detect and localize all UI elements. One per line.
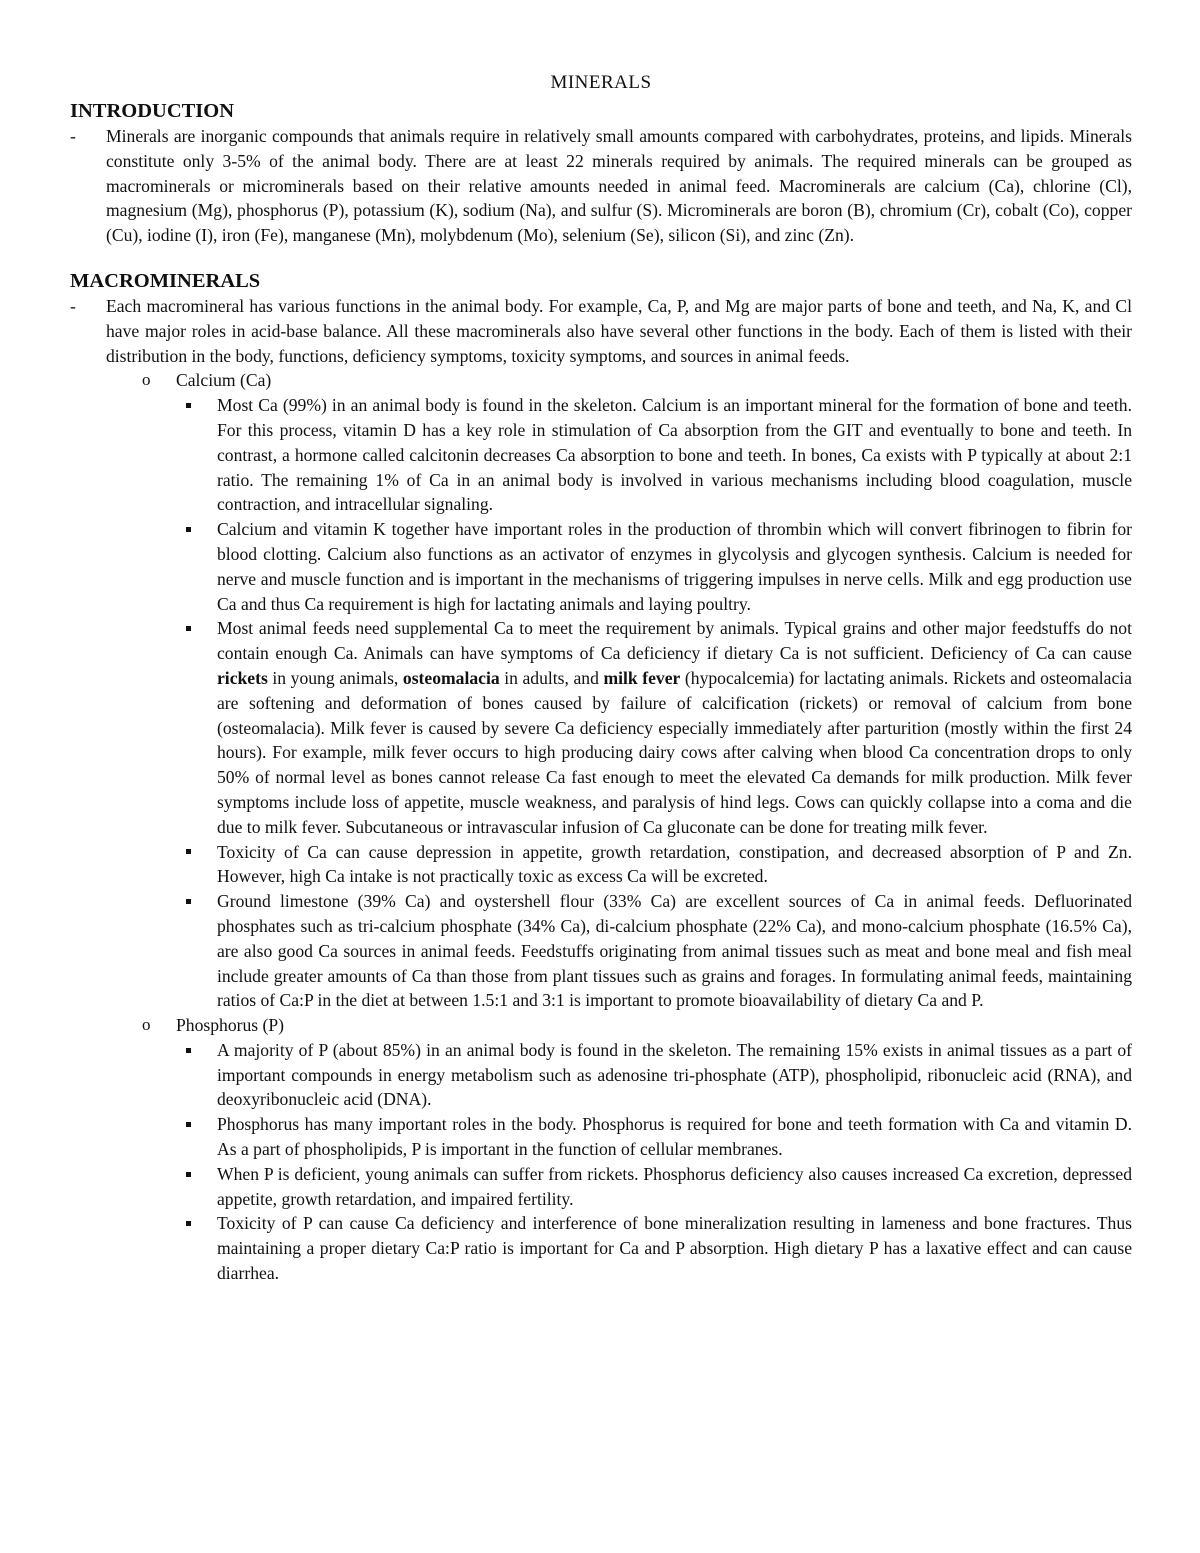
intro-paragraph: Minerals are inorganic compounds that animals require in relatively small amounts compared with carbohydrates, proteins, and lipids. Minerals constitute only 3-5% of the animal body. There are at least 22 minerals required by animals. The required minerals can be grouped as macrominerals or microminerals based on their relative amounts needed in animal feed. Macrominerals are calcium (Ca), chlorine (Cl), magnesium (Mg), phosphorus (P), potassium (K), sodium (Na), and sulfur (S). Microminerals are boron (B), chromium (Cr), cobalt (Co), copper (Cu), iodine (I), iron (Fe), manganese (Mn), molybdenum (Mo), selenium (Se), silicon (Si), and zinc (Zn).: [106, 126, 1132, 246]
bullet-text: A majority of P (about 85%) in an animal body is found in the skeleton. The remaining 15% exists in animal tissues as a part of important compounds in energy metabolism such as adenosine tri-phosphate (ATP), phospholipid, ribonucleic acid (RNA), and deoxyribonucleic acid (DNA).: [217, 1039, 1132, 1110]
bullet-text-part: in adults, and: [499, 667, 604, 688]
bullet-text: When P is deficient, young animals can suffer from rickets. Phosphorus deficiency also causes increased Ca excretion, depressed appetite, growth retardation, and impaired fertility.: [217, 1163, 1132, 1209]
subsection-label-calcium: Calcium (Ca): [176, 370, 272, 391]
bullet-text: Toxicity of Ca can cause depression in appetite, growth retardation, constipation, and decreased absorption of P and Zn. However, high Ca intake is not practically toxic as excess Ca will be excreted.: [217, 841, 1132, 887]
macro-paragraph-item: [70, 294, 1132, 368]
dash-marker: -: [70, 126, 76, 146]
square-bullet-icon: [186, 840, 196, 865]
calcium-bullet-2: [70, 517, 1132, 616]
bold-term-osteomalacia: osteomalacia: [402, 667, 500, 688]
bullet-text: Ground limestone (39% Ca) and oystershell flour (33% Ca) are excellent sources of Ca in animal feeds. Defluorinated phosphates such as tri-calcium phosphate (34% Ca), di-calcium phosphate (22% Ca), and mono-calcium phosphate (16.5% Ca), are also good Ca sources in animal feeds. Feedstuffs originating from animal tissues such as meat and bone meal and fish meal include greater amounts of Ca than those from plant tissues such as grains and forages. In formulating animal feeds, maintaining ratios of Ca:P in the diet at between 1.5:1 and 3:1 is important to promote bioavailability of dietary Ca and P.: [217, 891, 1132, 1011]
macro-paragraph: Each macromineral has various functions in the animal body. For example, Ca, P, and Mg are major parts of bone and teeth, and Na, K, and Cl have major roles in acid-base balance. All these macrominerals also have several other functions in the body. Each of them is listed with their distribution in the body, functions, deficiency symptoms, toxicity symptoms, and sources in animal feeds.: [106, 295, 1132, 366]
phosphorus-bullet-2: [70, 1112, 1132, 1162]
bullet-text: Toxicity of P can cause Ca deficiency and interference of bone mineralization resulting in lameness and bone fractures. Thus maintaining a proper dietary Ca:P ratio is important for Ca and P absorption. High dietary P has a laxative effect and can cause diarrhea.: [217, 1213, 1132, 1284]
square-bullet-icon: [186, 616, 196, 641]
bold-term-milk-fever: milk fever: [603, 667, 681, 688]
square-bullet-icon: [186, 1211, 196, 1236]
bullet-text: Phosphorus has many important roles in the body. Phosphorus is required for bone and teeth formation with Ca and vitamin D. As a part of phospholipids, P is important in the function of cellular membranes.: [217, 1114, 1132, 1160]
square-bullet-icon: [186, 517, 196, 542]
bullet-text: Most Ca (99%) in an animal body is found in the skeleton. Calcium is an important mineral for the formation of bone and teeth. For this process, vitamin D has a key role in stimulation of Ca absorption from the GIT and eventually to bone and teeth. In contrast, a hormone called calcitonin decreases Ca absorption to bone and teeth. In bones, Ca exists with P typically at about 2:1 ratio. The remaining 1% of Ca in an animal body is involved in various mechanisms including blood coagulation, muscle contraction, and intracellular signaling.: [217, 395, 1132, 515]
subsection-phosphorus: [70, 1013, 1132, 1038]
section-heading-introduction: INTRODUCTION: [70, 100, 235, 122]
document-page: [70, 70, 1132, 1286]
intro-paragraph-item: [70, 124, 1132, 248]
calcium-bullet-1: [70, 393, 1132, 517]
phosphorus-bullet-4: [70, 1211, 1132, 1285]
square-bullet-icon: [186, 1162, 196, 1187]
square-bullet-icon: [186, 393, 196, 418]
square-bullet-icon: [186, 1038, 196, 1063]
circle-bullet-marker: o: [142, 370, 151, 390]
subsection-label-phosphorus: Phosphorus (P): [176, 1015, 285, 1036]
square-bullet-icon: [186, 889, 196, 914]
dash-marker: -: [70, 295, 76, 316]
document-title: MINERALS: [550, 72, 652, 93]
circle-bullet-marker: o: [142, 1015, 151, 1035]
bold-term-rickets: rickets: [217, 667, 268, 688]
phosphorus-bullet-1: [70, 1038, 1132, 1112]
bullet-text-part: (hypocalcemia) for lactating animals. Rickets and osteomalacia are softening and deformation of bones caused by failure of calcification (rickets) or removal of calcium from bone (osteomalacia). Milk fever is caused by severe Ca deficiency especially immediately after parturition (mostly within the first 24 hours). For example, milk fever occurs to high producing dairy cows after calving when blood Ca concentration drops to only 50% of normal level as bones cannot release Ca fast enough to meet the elevated Ca demands for milk production. Milk fever symptoms include loss of appetite, muscle weakness, and paralysis of hind legs. Cows can quickly collapse into a coma and die due to milk fever. Subcutaneous or intravascular infusion of Ca gluconate can be done for treating milk fever.: [217, 667, 1132, 837]
calcium-bullet-3: [70, 616, 1132, 839]
square-bullet-icon: [186, 1112, 196, 1137]
section-heading-macrominerals: MACROMINERALS: [70, 269, 261, 292]
bullet-text: Calcium and vitamin K together have important roles in the production of thrombin which will convert fibrinogen to fibrin for blood clotting. Calcium also functions as an activator of enzymes in glycolysis and glycogen synthesis. Calcium is needed for nerve and muscle function and is important in the mechanisms of triggering impulses in nerve cells. Milk and egg production use Ca and thus Ca requirement is high for lactating animals and laying poultry.: [217, 519, 1132, 614]
bullet-text-part: in young animals,: [267, 667, 403, 688]
phosphorus-bullet-3: [70, 1162, 1132, 1212]
calcium-bullet-4: [70, 840, 1132, 890]
bullet-text-part: Most animal feeds need supplemental Ca to meet the requirement by animals. Typical grains and other major feedstuffs do not contain enough Ca. Animals can have symptoms of Ca deficiency if dietary Ca is not sufficient. Deficiency of Ca can cause: [217, 618, 1132, 664]
subsection-calcium: [70, 368, 1132, 393]
calcium-bullet-5: [70, 889, 1132, 1013]
